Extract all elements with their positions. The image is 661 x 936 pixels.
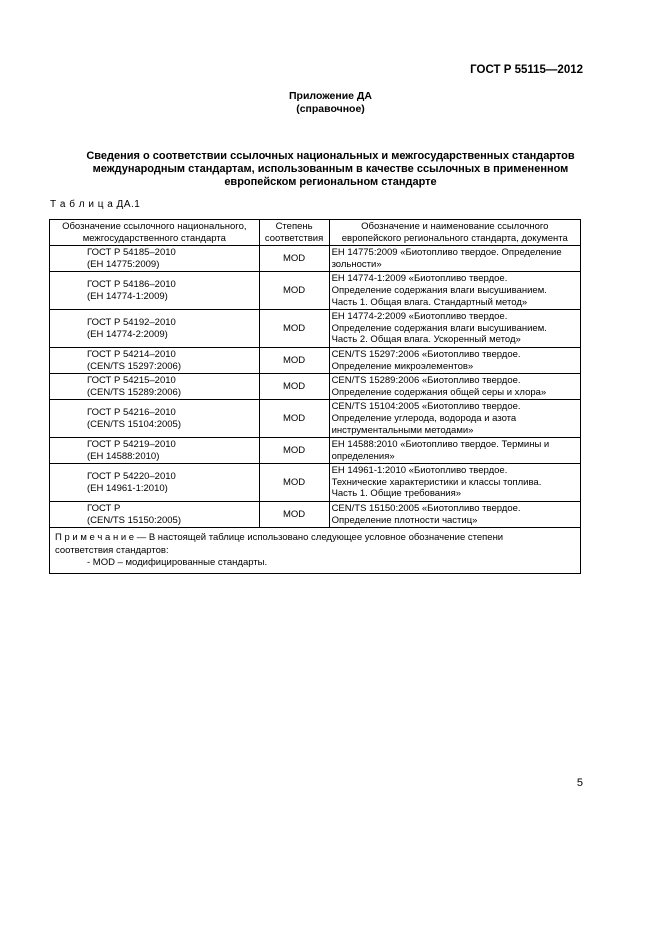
national-standard-cell: ГОСТ Р 54186–2010 (ЕН 14774-1:2009) [50, 272, 260, 310]
note-line: П р и м е ч а н и е — В настоящей таблице использовано следующее условное обозначение степени [55, 532, 504, 544]
appendix-heading [0, 90, 661, 116]
note-line: соответствия стандартов: [55, 544, 169, 556]
degree-cell: MOD [259, 347, 329, 373]
national-standard-cell: ГОСТ Р 54216–2010 (CEN/TS 15104:2005) [50, 400, 260, 438]
table-row [50, 310, 581, 348]
section-title-line: Сведения о соответствии ссылочных национальных и межгосударственных стандартов [86, 150, 575, 162]
table-header-row [50, 220, 581, 246]
section-title-line: международным стандартам, использованным в качестве ссылочных в примененном [92, 163, 569, 175]
table-row [50, 347, 581, 373]
national-standard-cell: ГОСТ Р 54214–2010 (CEN/TS 15297:2006) [50, 347, 260, 373]
national-standard-cell: ГОСТ Р (CEN/TS 15150:2005) [50, 502, 260, 528]
table-note-row [50, 528, 581, 574]
page-number: 5 [576, 777, 583, 789]
degree-cell: MOD [259, 438, 329, 464]
header-european-standard: Обозначение и наименование ссылочного европейского регионального стандарта, документа [329, 220, 580, 246]
appendix-title: Приложение ДА [289, 90, 372, 102]
european-standard-cell: ЕН 14588:2010 «Биотопливо твердое. Термины и определения» [329, 438, 580, 464]
european-standard-cell: ЕН 14774-1:2009 «Биотопливо твердое. Определение содержания влаги высушиванием. Часть 1. Общая влага. Стандартный метод» [329, 272, 580, 310]
header-degree: Степень соответствия [259, 220, 329, 246]
degree-cell: MOD [259, 246, 329, 272]
degree-cell: MOD [259, 272, 329, 310]
european-standard-cell: CEN/TS 15104:2005 «Биотопливо твердое. Определение углерода, водорода и азота инструментальными методами» [329, 400, 580, 438]
european-standard-cell: ЕН 14774-2:2009 «Биотопливо твердое. Определение содержания влаги высушиванием. Часть 2. Общая влага. Ускоренный метод» [329, 310, 580, 348]
european-standard-cell: ЕН 14961-1:2010 «Биотопливо твердое. Технические характеристики и классы топлива. Часть 1. Общие требования» [329, 464, 580, 502]
national-standard-cell: ГОСТ Р 54185–2010 (ЕН 14775:2009) [50, 246, 260, 272]
european-standard-cell: CEN/TS 15150:2005 «Биотопливо твердое. Определение плотности частиц» [329, 502, 580, 528]
national-standard-cell: ГОСТ Р 54220–2010 (ЕН 14961-1:2010) [50, 464, 260, 502]
degree-cell: MOD [259, 310, 329, 348]
degree-cell: MOD [259, 464, 329, 502]
header-national-standard: Обозначение ссылочного национального, межгосударственного стандарта [50, 220, 260, 246]
table-row [50, 374, 581, 400]
table-label: Т а б л и ц а ДА.1 [50, 199, 141, 210]
section-title-line: европейском региональном стандарте [224, 176, 437, 188]
table-row [50, 272, 581, 310]
document-number: ГОСТ Р 55115—2012 [470, 64, 583, 76]
section-title [50, 150, 611, 189]
appendix-subtitle: (справочное) [296, 103, 365, 115]
european-standard-cell: ЕН 14775:2009 «Биотопливо твердое. Определение зольности» [329, 246, 580, 272]
table-row [50, 438, 581, 464]
table-row [50, 464, 581, 502]
degree-cell: MOD [259, 374, 329, 400]
national-standard-cell: ГОСТ Р 54192–2010 (ЕН 14774-2:2009) [50, 310, 260, 348]
degree-cell: MOD [259, 400, 329, 438]
european-standard-cell: CEN/TS 15289:2006 «Биотопливо твердое. Определение содержания общей серы и хлора» [329, 374, 580, 400]
european-standard-cell: CEN/TS 15297:2006 «Биотопливо твердое. Определение микроэлементов» [329, 347, 580, 373]
national-standard-cell: ГОСТ Р 54215–2010 (CEN/TS 15289:2006) [50, 374, 260, 400]
table-row [50, 502, 581, 528]
note-line: - MOD – модифицированные стандарты. [87, 557, 268, 569]
national-standard-cell: ГОСТ Р 54219–2010 (ЕН 14588:2010) [50, 438, 260, 464]
correspondence-table [49, 219, 581, 574]
degree-cell: MOD [259, 502, 329, 528]
table-note [50, 528, 581, 574]
table-row [50, 246, 581, 272]
table-row [50, 400, 581, 438]
